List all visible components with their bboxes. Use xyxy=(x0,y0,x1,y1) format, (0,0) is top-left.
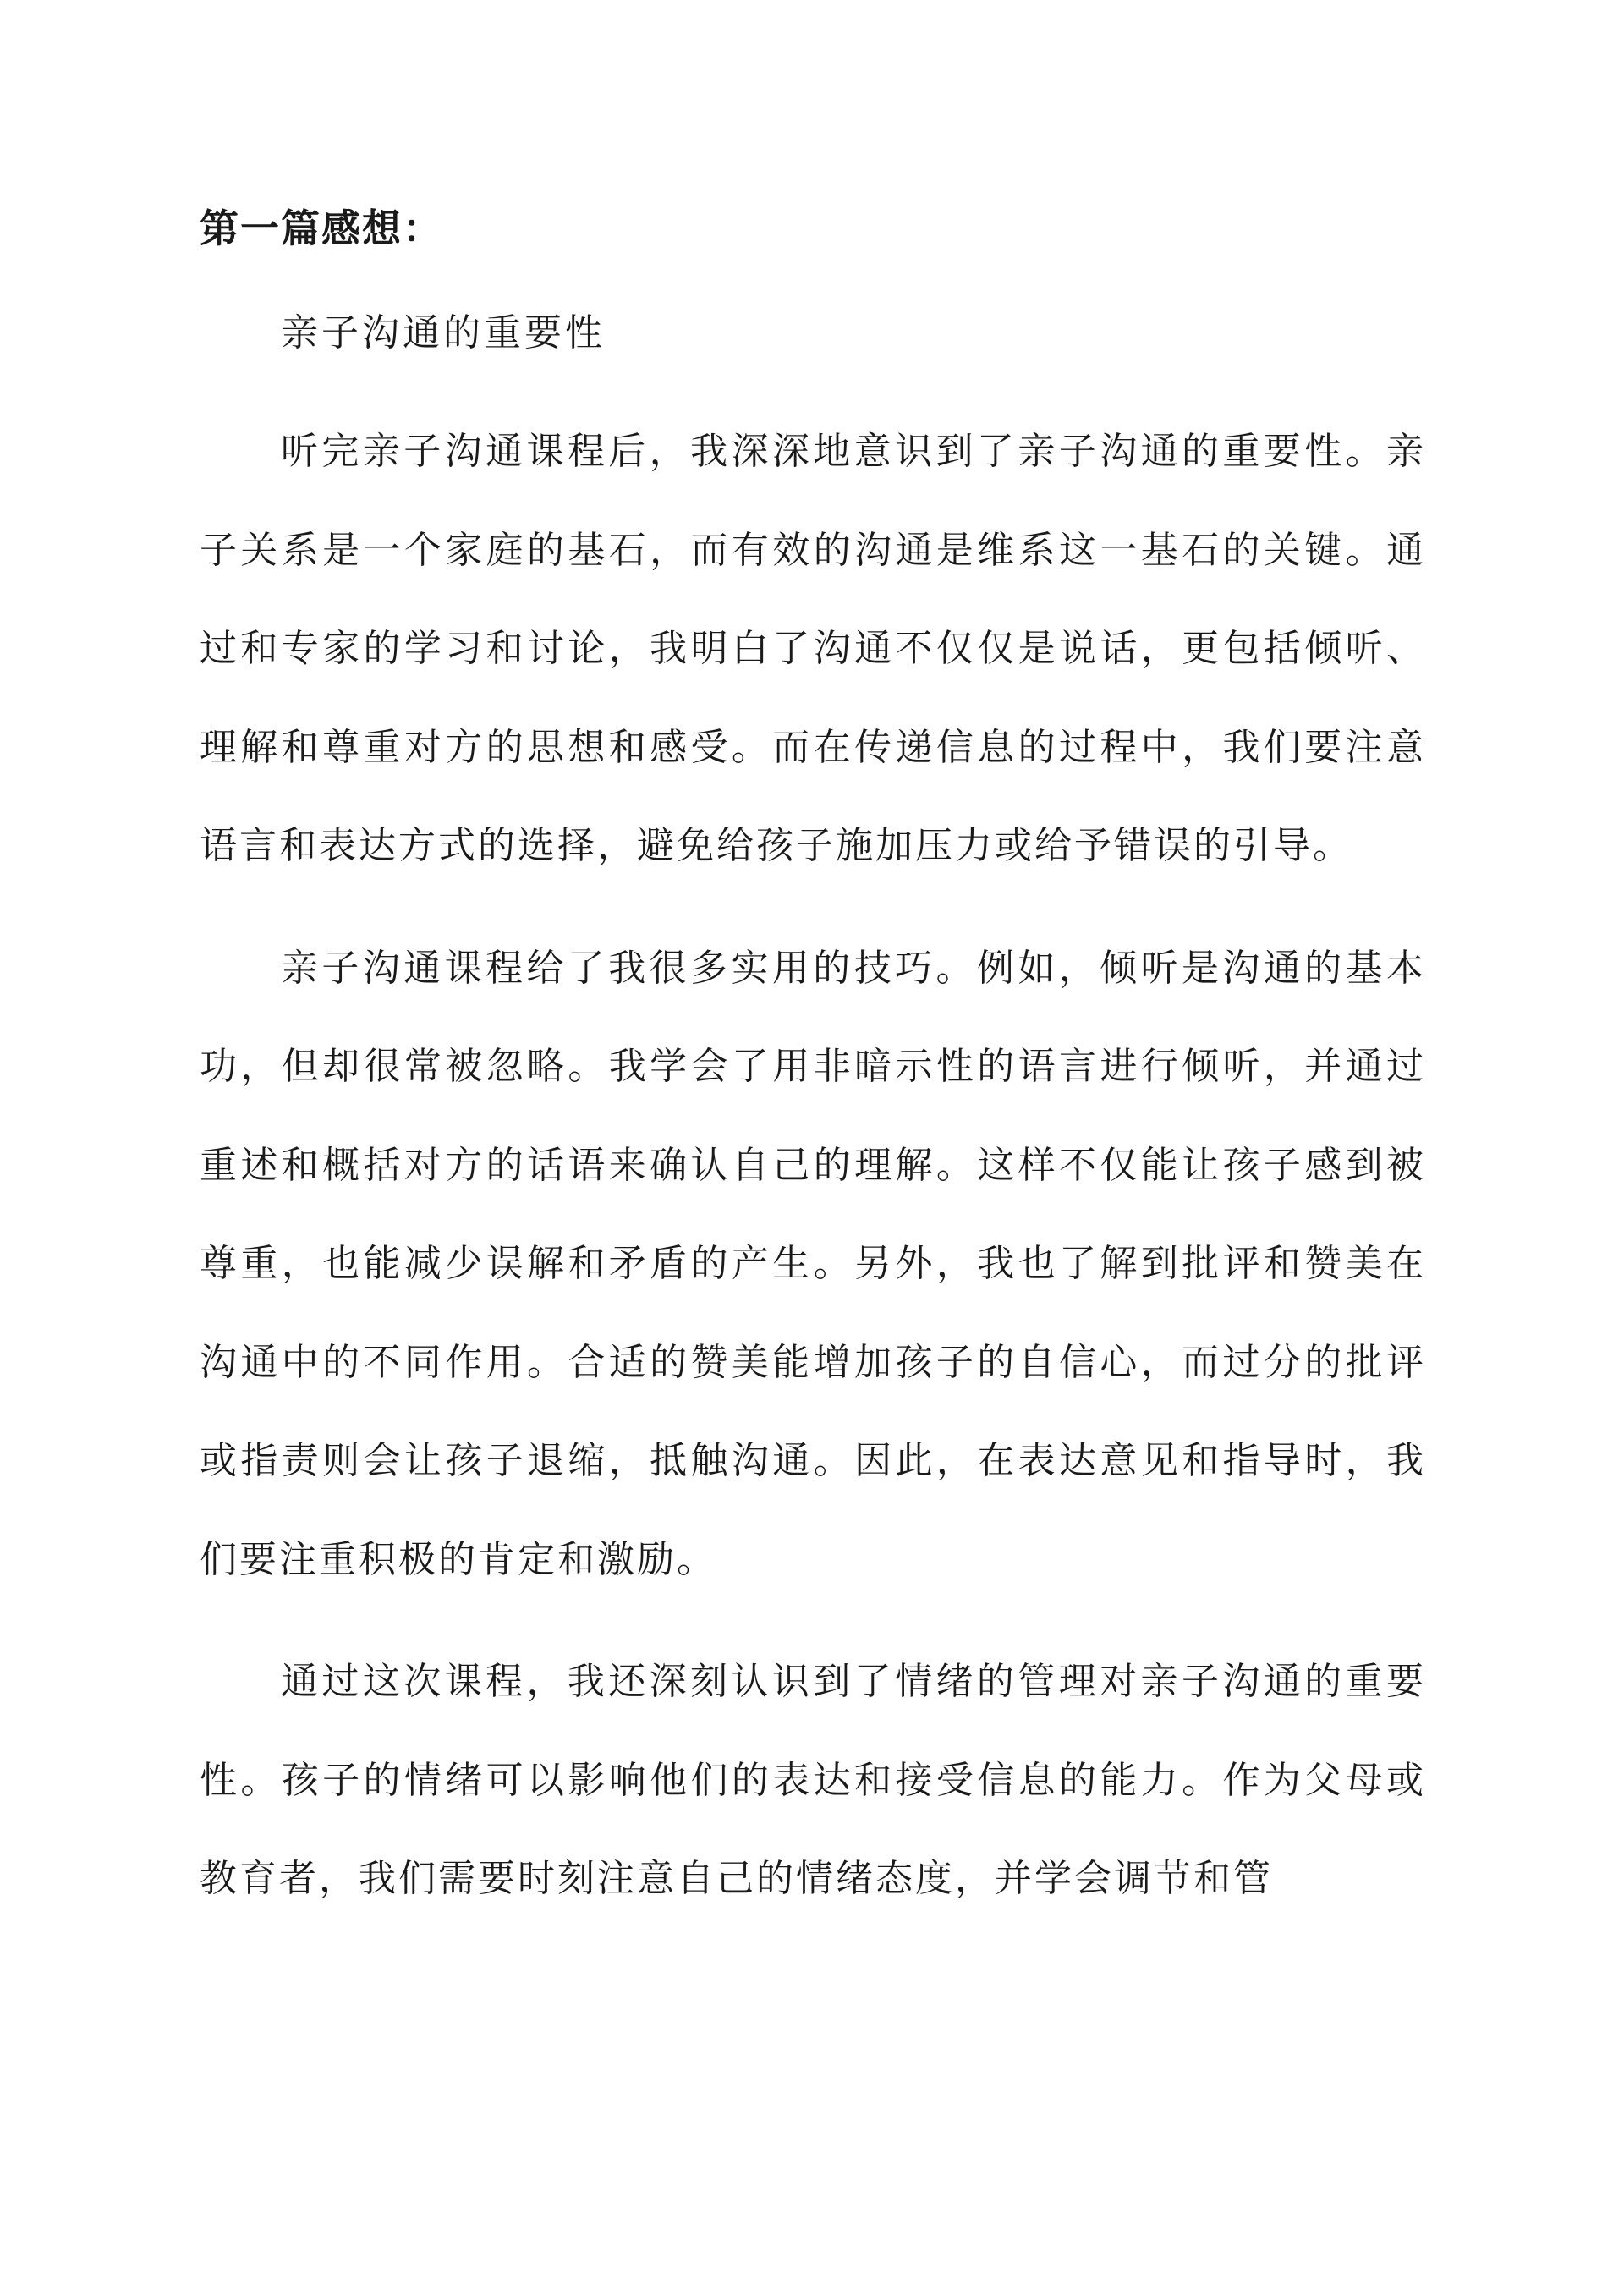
document-subtitle: 亲子沟通的重要性 xyxy=(281,311,606,354)
document-page xyxy=(200,193,1426,1929)
document-heading: 第一篇感想： xyxy=(200,206,443,251)
paragraph-3: 通过这次课程，我还深刻认识到了情绪的管理对亲子沟通的重要性。孩子的情绪可以影响他们的表达和接受信息的能力。作为父母或教育者，我们需要时刻注意自己的情绪态度，并学会调节和管 xyxy=(200,1660,1426,1900)
paragraph-1: 听完亲子沟通课程后，我深深地意识到了亲子沟通的重要性。亲子关系是一个家庭的基石，而有效的沟通是维系这一基石的关键。通过和专家的学习和讨论，我明白了沟通不仅仅是说话，更包括倾听、理解和尊重对方的思想和感受。而在传递信息的过程中，我们要注意语言和表达方式的选择，避免给孩子施加压力或给予错误的引导。 xyxy=(200,430,1426,867)
paragraph-2: 亲子沟通课程给了我很多实用的技巧。例如，倾听是沟通的基本功，但却很常被忽略。我学会了用非暗示性的语言进行倾听，并通过重述和概括对方的话语来确认自己的理解。这样不仅能让孩子感到被尊重，也能减少误解和矛盾的产生。另外，我也了解到批评和赞美在沟通中的不同作用。合适的赞美能增加孩子的自信心，而过分的批评或指责则会让孩子退缩，抵触沟通。因此，在表达意见和指导时，我们要注重积极的肯定和激励。 xyxy=(200,946,1426,1581)
